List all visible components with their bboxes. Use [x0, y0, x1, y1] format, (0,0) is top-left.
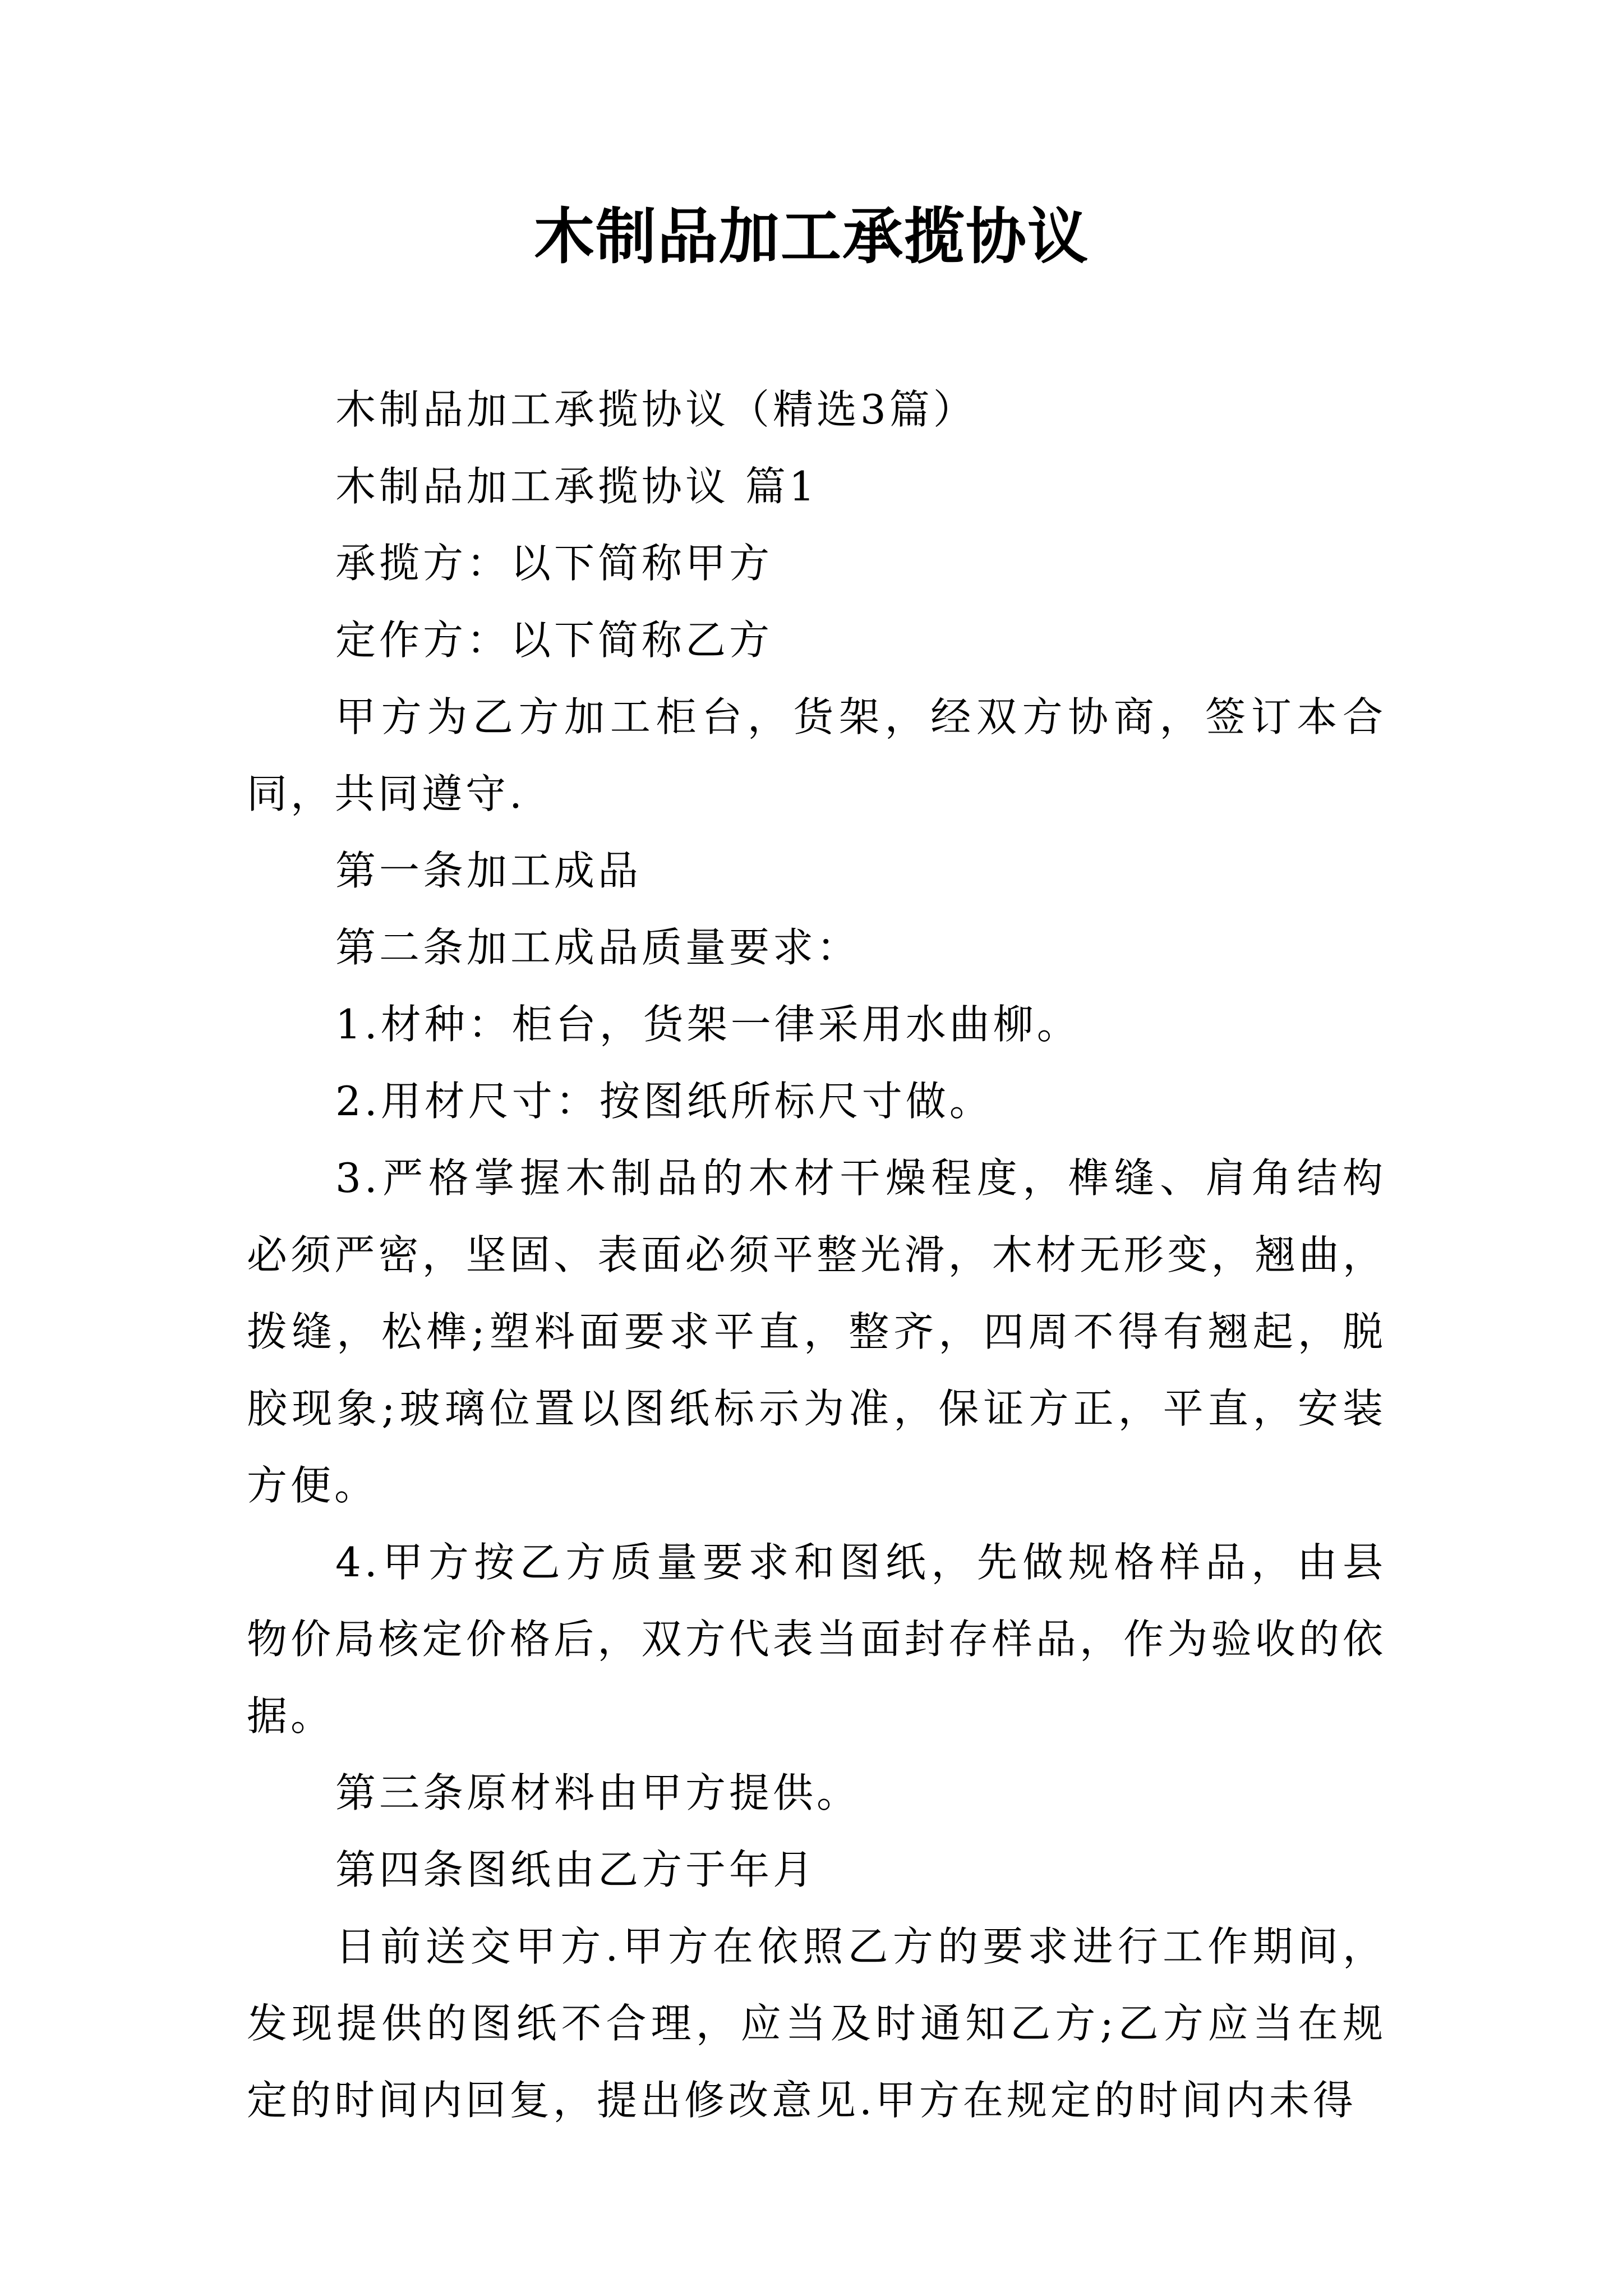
paragraph-article-3: 第三条原材料由甲方提供。 [335, 1769, 861, 1816]
document-title: 木制品加工承揽协议 [533, 201, 1089, 272]
paragraph-article-4-continued: 日前送交甲方.甲方在依照乙方的要求进行工作期间，发现提供的图纸不合理，应当及时通知乙方;乙方应当在规定的时间内回复，提出修改意见.甲方在规定的时间内未得 [247, 1923, 1386, 2124]
document-body [247, 371, 1386, 2139]
paragraph-subtitle: 木制品加工承揽协议（精选3篇） [335, 386, 977, 433]
paragraph-intro: 甲方为乙方加工柜台，货架，经双方协商，签订本合同，共同遵守. [247, 693, 1386, 817]
paragraph-item-4: 4.甲方按乙方质量要求和图纸，先做规格样品，由县物价局核定价格后，双方代表当面封存样品，作为验收的依据。 [247, 1539, 1386, 1740]
paragraph-orderer: 定作方：以下简称乙方 [335, 616, 773, 664]
paragraph-item-1: 1.材种：柜台，货架一律采用水曲柳。 [335, 1001, 1081, 1048]
paragraph-contractor: 承揽方：以下简称甲方 [335, 540, 773, 587]
paragraph-item-2: 2.用材尺寸：按图纸所标尺寸做。 [335, 1078, 993, 1125]
paragraph-article-1: 第一条加工成品 [335, 847, 642, 894]
paragraph-section-heading: 木制品加工承揽协议 篇1 [335, 463, 818, 510]
paragraph-article-4: 第四条图纸由乙方于年月 [335, 1846, 817, 1893]
paragraph-item-3: 3.严格掌握木制品的木材干燥程度，榫缝、肩角结构必须严密，坚固、表面必须平整光滑，木材无形变，翘曲，拨缝，松榫;塑料面要求平直，整齐，四周不得有翘起，脱胶现象;玻璃位置以图纸标示为准，保证方正，平直，安装方便。 [247, 1154, 1386, 1509]
paragraph-article-2: 第二条加工成品质量要求： [335, 924, 861, 971]
